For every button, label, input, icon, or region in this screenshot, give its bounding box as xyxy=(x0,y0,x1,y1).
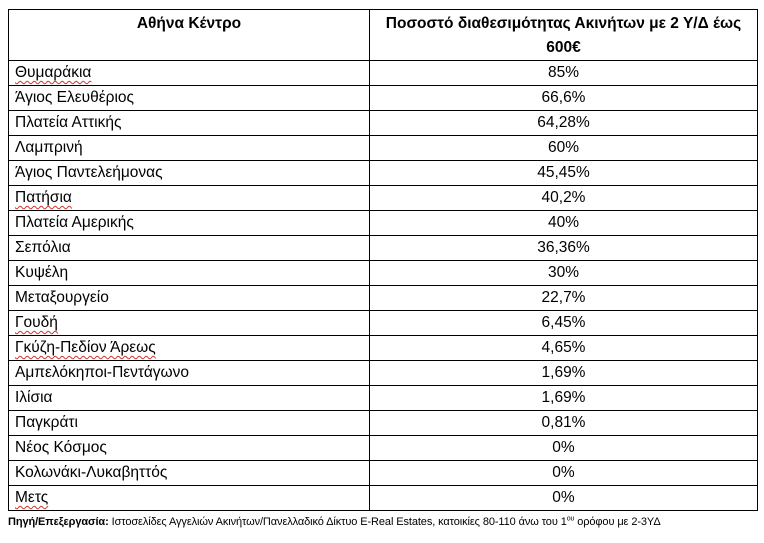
cell-availability: 45,45% xyxy=(370,161,758,186)
area-name: Σεπόλια xyxy=(15,239,71,256)
table-row xyxy=(9,386,758,411)
cell-availability: 0% xyxy=(370,486,758,511)
cell-area xyxy=(9,211,370,236)
cell-availability: 64,28% xyxy=(370,111,758,136)
cell-availability: 30% xyxy=(370,261,758,286)
cell-area xyxy=(9,436,370,461)
area-name: Λαμπρινή xyxy=(15,139,83,156)
area-name: Άγιος Ελευθέριος xyxy=(15,89,135,106)
table-row xyxy=(9,361,758,386)
cell-area xyxy=(9,136,370,161)
area-name: Αμπελόκηποι-Πεντάγωνο xyxy=(15,364,190,381)
table-row xyxy=(9,286,758,311)
cell-area xyxy=(9,186,370,211)
table-row xyxy=(9,136,758,161)
table-row xyxy=(9,311,758,336)
area-name: Παγκράτι xyxy=(15,414,78,431)
table-row xyxy=(9,86,758,111)
table-row xyxy=(9,436,758,461)
area-name: Άγιος Παντελεήμονας xyxy=(15,164,163,181)
availability-table xyxy=(8,9,758,511)
area-name: Γουδή xyxy=(15,314,58,331)
cell-availability: 6,45% xyxy=(370,311,758,336)
cell-availability: 1,69% xyxy=(370,361,758,386)
cell-availability: 40% xyxy=(370,211,758,236)
cell-availability: 22,7% xyxy=(370,286,758,311)
cell-area xyxy=(9,111,370,136)
area-name: Κυψέλη xyxy=(15,264,69,281)
table-row xyxy=(9,186,758,211)
cell-availability: 85% xyxy=(370,61,758,86)
table-row xyxy=(9,111,758,136)
cell-area xyxy=(9,361,370,386)
cell-area xyxy=(9,61,370,86)
table-row xyxy=(9,411,758,436)
footnote-label: Πηγή/Επεξεργασία: xyxy=(8,516,109,528)
cell-area xyxy=(9,486,370,511)
table-row xyxy=(9,461,758,486)
area-name: Πλατεία Αμερικής xyxy=(15,214,134,231)
area-name: Νέος Κόσμος xyxy=(15,439,107,456)
area-name: Μετς xyxy=(15,489,49,506)
area-name: Μεταξουργείο xyxy=(15,289,109,306)
cell-area xyxy=(9,336,370,361)
cell-availability: 36,36% xyxy=(370,236,758,261)
document-page xyxy=(8,9,757,529)
cell-availability: 1,69% xyxy=(370,386,758,411)
cell-area xyxy=(9,86,370,111)
table-row xyxy=(9,211,758,236)
cell-availability: 40,2% xyxy=(370,186,758,211)
table-row xyxy=(9,486,758,511)
area-name: Πλατεία Αττικής xyxy=(15,114,122,131)
table-header-row xyxy=(9,10,758,61)
footnote-text: Ιστοσελίδες Αγγελιών Ακινήτων/Πανελλαδικό Δίκτυο E-Real Estates, κατοικίες 80-110 άνω του 1 xyxy=(108,516,567,528)
cell-area xyxy=(9,161,370,186)
cell-area xyxy=(9,311,370,336)
table-row xyxy=(9,236,758,261)
cell-availability: 66,6% xyxy=(370,86,758,111)
footnote-superscript: ου xyxy=(566,515,575,523)
header-area: Αθήνα Κέντρο xyxy=(9,10,370,61)
cell-area xyxy=(9,461,370,486)
cell-availability: 0,81% xyxy=(370,411,758,436)
table-row xyxy=(9,161,758,186)
cell-area xyxy=(9,261,370,286)
table-row xyxy=(9,61,758,86)
area-name: Πατήσια xyxy=(15,189,72,206)
cell-availability: 4,65% xyxy=(370,336,758,361)
table-row xyxy=(9,261,758,286)
cell-area xyxy=(9,386,370,411)
area-name: Ιλίσια xyxy=(15,389,53,406)
cell-availability: 0% xyxy=(370,436,758,461)
cell-availability: 60% xyxy=(370,136,758,161)
header-availability: Ποσοστό διαθεσιμότητας Ακινήτων με 2 Υ/Δ έως 600€ xyxy=(370,10,758,61)
area-name: Γκύζη-Πεδίον Άρεως xyxy=(15,339,156,356)
table-body xyxy=(9,61,758,511)
area-name: Κολωνάκι-Λυκαβηττός xyxy=(15,464,168,481)
table-row xyxy=(9,336,758,361)
cell-availability: 0% xyxy=(370,461,758,486)
footnote-text-end: ορόφου με 2-3ΥΔ xyxy=(574,516,661,528)
area-name: Θυμαράκια xyxy=(15,64,92,81)
cell-area xyxy=(9,236,370,261)
cell-area xyxy=(9,411,370,436)
source-footnote xyxy=(8,515,757,529)
cell-area xyxy=(9,286,370,311)
